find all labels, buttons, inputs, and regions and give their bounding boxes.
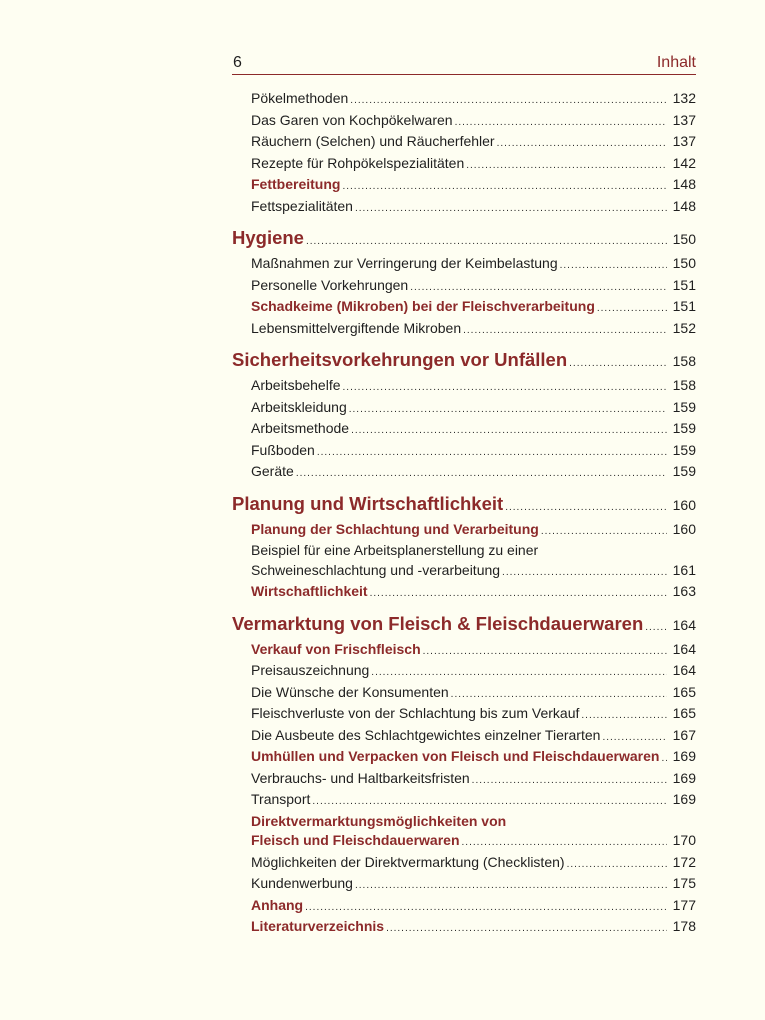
toc-entry-title: Die Ausbeute des Schlachtgewichtes einzelner Tierarten [251, 726, 601, 743]
toc-entry-page: 159 [672, 463, 696, 479]
toc-entry [232, 276, 696, 298]
toc-entry [232, 683, 696, 705]
dot-leader [423, 642, 667, 662]
toc-chapter-entry [232, 491, 696, 520]
toc-entry-page: 164 [672, 616, 696, 633]
toc-entry [232, 441, 696, 463]
toc-entry-page: 158 [672, 353, 696, 369]
toc-entry [232, 419, 696, 441]
toc-entry-title: Hygiene [232, 227, 304, 248]
toc-entry-page: 137 [672, 111, 696, 128]
dot-leader [350, 91, 667, 111]
toc-entry-title: Arbeitsbehelfe [251, 377, 341, 393]
toc-entry-page: 159 [672, 441, 696, 458]
toc-entry [232, 769, 696, 791]
toc-entry [232, 561, 696, 583]
toc-entry-title: Verbrauchs- und Haltbarkeitsfristen [251, 769, 470, 786]
toc-entry [232, 254, 696, 276]
toc-entry-title: Pökelmethoden [251, 90, 349, 106]
toc-entry-title: Schadkeime (Mikroben) bei der Fleischverarbeitung [251, 298, 595, 314]
toc-entry-title: Das Garen von Kochpökelwaren [251, 111, 453, 128]
toc-entry [232, 89, 696, 111]
toc-entry [232, 640, 696, 662]
toc-entry-page: 169 [672, 769, 696, 786]
dot-leader [505, 495, 667, 520]
toc-entry [232, 704, 696, 726]
toc-entry-page: 132 [672, 90, 696, 106]
toc-entry [232, 376, 696, 398]
toc-entry [232, 197, 696, 219]
toc-entry-title: Schweineschlachtung und -verarbeitung [251, 561, 501, 578]
dot-leader [349, 400, 667, 420]
dot-leader [317, 443, 667, 463]
dot-leader [312, 792, 667, 812]
toc-entry-page: 150 [672, 255, 696, 271]
page-header [232, 48, 696, 75]
dot-leader [581, 706, 667, 726]
dot-leader [569, 351, 667, 376]
toc-entry-title: Vermarktung von Fleisch & Fleischdauerwaren [232, 612, 644, 634]
toc-entry-page: 178 [672, 918, 696, 934]
dot-leader [462, 833, 667, 853]
dot-leader [371, 663, 667, 683]
toc-entry-page: 142 [672, 154, 696, 171]
toc-entry-title: Anhang [251, 896, 304, 913]
toc-entry-page: 177 [672, 896, 696, 913]
toc-entry-title: Fettbereitung [251, 176, 341, 192]
toc-entry-title: Rezepte für Rohpökelspezialitäten [251, 154, 465, 171]
toc-entry [232, 132, 696, 154]
dot-leader [645, 615, 667, 640]
toc-entry-title: Fleisch und Fleischdauerwaren [251, 832, 460, 848]
toc-entry-page: 175 [672, 875, 696, 891]
toc-entry-title: Planung der Schlachtung und Verarbeitung [251, 520, 539, 537]
toc-entry-title: Personelle Vorkehrungen [251, 276, 409, 293]
toc-entry [232, 831, 696, 853]
toc-entry [232, 398, 696, 420]
dot-leader [386, 919, 667, 939]
dot-leader [567, 855, 667, 875]
toc-entry [232, 154, 696, 176]
toc-entry-title: Transport [251, 791, 311, 807]
toc-entry-page: 163 [672, 583, 696, 599]
toc-entry-title: Wirtschaftlichkeit [251, 583, 368, 599]
dot-leader [560, 256, 667, 276]
toc-entry-page: 165 [672, 705, 696, 721]
toc-entry-page: 148 [672, 176, 696, 192]
toc-chapter-entry [232, 347, 696, 376]
toc-entry-page: 169 [672, 748, 696, 764]
toc-entry [232, 175, 696, 197]
toc-entry-title: Direktvermarktungsmöglichkeiten von [251, 812, 507, 829]
toc-entry-title: Fettspezialitäten [251, 197, 353, 214]
dot-leader [472, 771, 667, 791]
toc-entry [232, 874, 696, 896]
toc-entry-title: Arbeitskleidung [251, 398, 347, 415]
toc-entry-title: Die Wünsche der Konsumenten [251, 683, 449, 700]
toc-chapter-entry [232, 611, 696, 640]
toc-entry-title: Maßnahmen zur Verringerung der Keimbelastung [251, 255, 558, 271]
toc-entry-page: 159 [672, 398, 696, 415]
toc-entry-title: Literaturverzeichnis [251, 918, 385, 934]
dot-leader [455, 113, 667, 133]
section-title: Inhalt [656, 54, 696, 71]
toc-page [232, 48, 696, 939]
toc-entry-page: 169 [672, 791, 696, 807]
toc-entry-page: 172 [672, 853, 696, 870]
toc-entry-page: 164 [672, 662, 696, 678]
dot-leader [296, 464, 667, 484]
toc-entry-title: Möglichkeiten der Direktvermarktung (Checklisten) [251, 853, 565, 870]
toc-entry [232, 790, 696, 812]
toc-entry [232, 812, 696, 832]
toc-entry [232, 896, 696, 918]
toc-entry-title: Preisauszeichnung [251, 662, 370, 678]
toc-entry-title: Umhüllen und Verpacken von Fleisch und Fleischdauerwaren [251, 748, 660, 764]
toc-entry [232, 462, 696, 484]
dot-leader [343, 378, 667, 398]
toc-entry-page: 150 [672, 231, 696, 247]
toc-entry-page: 151 [672, 276, 696, 293]
dot-leader [410, 278, 667, 298]
toc-entry [232, 917, 696, 939]
dot-leader [351, 421, 667, 441]
dot-leader [463, 321, 667, 341]
page-number: 6 [233, 54, 242, 71]
toc-entry-title: Geräte [251, 463, 294, 479]
toc-entry-page: 159 [672, 420, 696, 436]
dot-leader [597, 299, 667, 319]
toc-entry-page: 170 [672, 832, 696, 848]
toc-chapter-entry [232, 225, 696, 254]
toc-entry-page: 160 [672, 496, 696, 513]
dot-leader [451, 685, 667, 705]
toc-entry [232, 111, 696, 133]
toc-entry-page: 164 [672, 640, 696, 657]
toc-entry-title: Fleischverluste von der Schlachtung bis zum Verkauf [251, 705, 580, 721]
dot-leader [661, 749, 667, 769]
toc-entry-title: Verkauf von Frischfleisch [251, 640, 421, 657]
dot-leader [602, 728, 667, 748]
toc-entry [232, 319, 696, 341]
toc-entry-page: 167 [672, 726, 696, 743]
dot-leader [306, 229, 667, 254]
dot-leader [466, 156, 667, 176]
toc-entry-title: Planung und Wirtschaftlichkeit [232, 492, 504, 514]
toc-entry [232, 297, 696, 319]
dot-leader [355, 199, 667, 219]
toc-entry-title: Räuchern (Selchen) und Räucherfehler [251, 133, 495, 149]
toc-entry-title: Kundenwerbung [251, 875, 353, 891]
toc-entry-page: 151 [672, 298, 696, 314]
toc-entry-page: 158 [672, 377, 696, 393]
toc-entry-page: 137 [672, 133, 696, 149]
dot-leader [502, 563, 667, 583]
dot-leader [355, 876, 667, 896]
dot-leader [342, 177, 667, 197]
toc-entry-title: Lebensmittelvergiftende Mikroben [251, 319, 462, 336]
toc-entry [232, 541, 696, 561]
toc-entry [232, 582, 696, 604]
toc-entry-title: Sicherheitsvorkehrungen vor Unfällen [232, 349, 568, 370]
toc-entry-title: Beispiel für eine Arbeitsplanerstellung zu einer [251, 542, 539, 558]
toc-entry-page: 152 [672, 319, 696, 336]
toc-entry-page: 160 [672, 520, 696, 537]
toc-entry [232, 853, 696, 875]
dot-leader [497, 134, 667, 154]
dot-leader [305, 898, 667, 918]
toc-entry-title: Arbeitsmethode [251, 420, 350, 436]
table-of-contents [232, 89, 696, 939]
toc-entry [232, 661, 696, 683]
toc-entry [232, 520, 696, 542]
dot-leader [370, 584, 667, 604]
toc-entry [232, 747, 696, 769]
toc-entry [232, 726, 696, 748]
toc-entry-page: 161 [672, 561, 696, 578]
dot-leader [541, 522, 667, 542]
toc-entry-title: Fußboden [251, 441, 315, 458]
toc-entry-page: 165 [672, 683, 696, 700]
toc-entry-page: 148 [672, 197, 696, 214]
